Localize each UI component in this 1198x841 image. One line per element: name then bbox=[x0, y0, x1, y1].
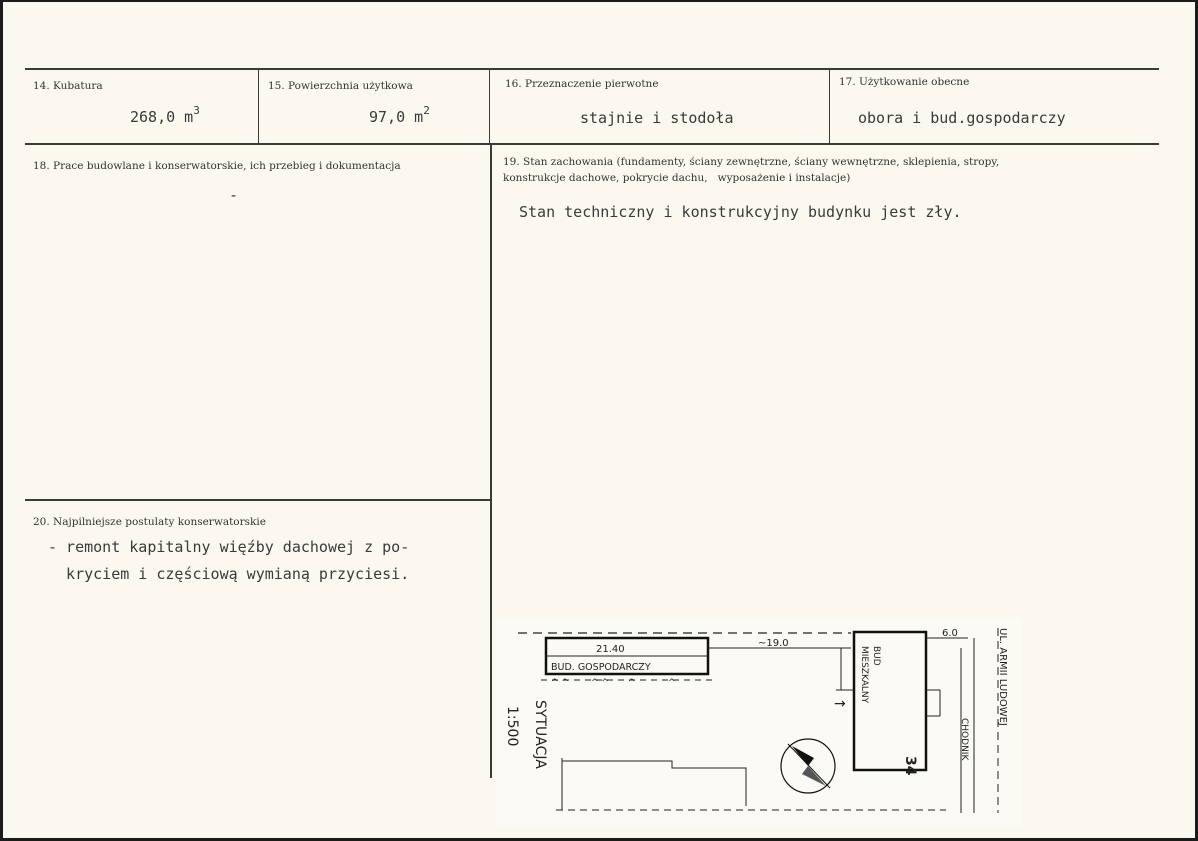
value-przeznaczenie: stajnie i stodoła bbox=[580, 109, 734, 127]
label-postulaty: 20. Najpilniejsze postulaty konserwatorskie bbox=[33, 516, 266, 528]
dim-length-label: 21.40 bbox=[596, 644, 625, 655]
value-powierzchnia: 97,0 $m^2$ bbox=[369, 104, 430, 126]
label-przeznaczenie: 16. Przeznaczenie pierwotne bbox=[505, 78, 659, 90]
sidewalk-label: CHODNIK bbox=[959, 718, 969, 761]
value-stan-zachowania: Stan techniczny i konstrukcyjny budynku jest zły. bbox=[519, 203, 962, 221]
svg-text:^: ^ bbox=[668, 678, 676, 688]
svg-text:→: → bbox=[834, 696, 846, 712]
divider-14-15 bbox=[258, 70, 259, 144]
situation-label: SYTUACJA bbox=[532, 700, 548, 769]
divider-15-16 bbox=[489, 70, 490, 144]
label-stan-zachowania-1: 19. Stan zachowania (fundamenty, ściany zewnętrzne, ściany wewnętrzne, sklepienia, stropy, bbox=[503, 156, 1000, 168]
label-prace-budowlane: 18. Prace budowlane i konserwatorskie, ich przebieg i dokumentacja bbox=[33, 160, 401, 172]
label-stan-zachowania-2: konstrukcje dachowe, pokrycie dachu, wyposażenie i instalacje) bbox=[503, 172, 851, 184]
row1-bottom-rule bbox=[25, 143, 1159, 145]
site-plan-drawing bbox=[496, 618, 1022, 826]
scale-label: 1:500 bbox=[504, 706, 520, 747]
label-powierzchnia: 15. Powierzchnia użytkowa bbox=[268, 80, 413, 92]
label-uzytkowanie: 17. Użytkowanie obecne bbox=[839, 76, 970, 88]
outbuilding-label: BUD. GOSPODARCZY bbox=[551, 662, 651, 673]
svg-text:^ ^: ^ ^ bbox=[591, 678, 609, 688]
value-prace-budowlane: - bbox=[229, 186, 239, 204]
dim-side-label: 6.0 bbox=[942, 628, 958, 639]
top-rule bbox=[25, 68, 1159, 70]
svg-text:^ ^: ^ ^ bbox=[551, 678, 569, 688]
house-number: 34 bbox=[902, 756, 918, 776]
street-label: UL. ARMII LUDOWEJ bbox=[997, 628, 1008, 726]
section-20-rule bbox=[25, 499, 490, 501]
inventory-card bbox=[3, 2, 1195, 838]
svg-text:^: ^ bbox=[628, 678, 636, 688]
value-postulaty-1: - remont kapitalny więźby dachowej z po- bbox=[48, 538, 410, 556]
value-uzytkowanie: obora i bud.gospodarczy bbox=[858, 109, 1066, 127]
house-label-1: BUD bbox=[871, 646, 881, 666]
dim-gap-label: ~19.0 bbox=[758, 638, 789, 649]
label-kubatura: 14. Kubatura bbox=[33, 80, 103, 92]
divider-16-17 bbox=[829, 70, 830, 144]
divider-left-right bbox=[490, 144, 492, 778]
value-kubatura: 268,0 $m^3$ bbox=[130, 104, 200, 126]
value-postulaty-2: kryciem i częściową wymianą przyciesi. bbox=[48, 565, 410, 583]
house-label-2: MIESZKALNY bbox=[859, 646, 869, 704]
site-plan-sketch bbox=[496, 618, 1022, 826]
